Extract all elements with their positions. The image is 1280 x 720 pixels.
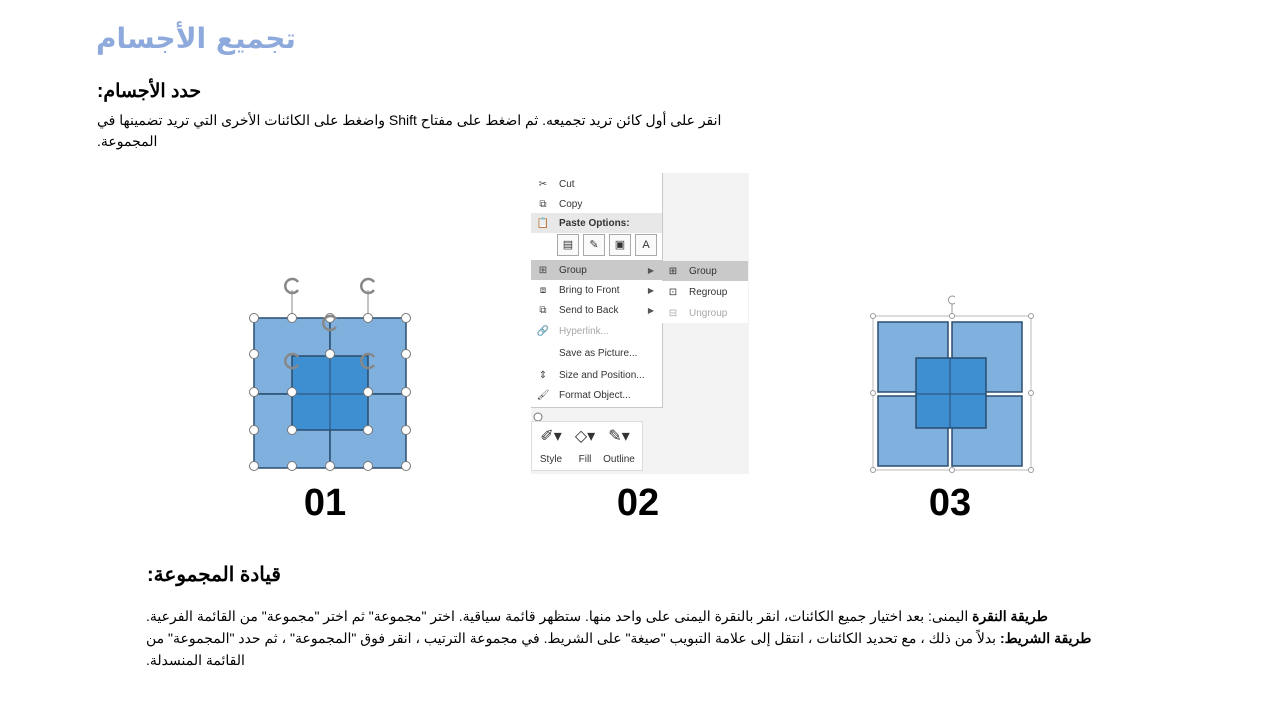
menu-item-send-to-back[interactable]	[531, 300, 662, 320]
step-number-3: 03	[928, 482, 972, 524]
submenu-item-label: Group	[689, 265, 717, 277]
step3-grouped-shapes-image	[864, 292, 1040, 474]
paste-icon: 📋	[536, 217, 550, 229]
chevron-right-icon: ▶	[647, 305, 654, 315]
menu-item-label: Cut	[559, 178, 575, 190]
outline-button[interactable]	[602, 426, 636, 465]
menu-item-group[interactable]	[531, 260, 662, 280]
section-heading-group-command: قيادة المجموعة:	[147, 564, 281, 586]
group-command-instructions	[146, 605, 1106, 671]
step-number-2: 02	[616, 482, 660, 524]
fill-button[interactable]	[568, 426, 602, 465]
ribbon-label: Style	[539, 454, 563, 465]
menu-item-bring-to-front[interactable]	[531, 280, 662, 300]
ribbon-label: Fill	[578, 454, 592, 465]
menu-item-label: Copy	[559, 198, 583, 210]
menu-item-label: Hyperlink...	[559, 325, 610, 337]
step-number-1: 01	[303, 482, 347, 524]
ungroup-icon: ⊟	[668, 307, 678, 319]
right-click-method	[146, 605, 1106, 627]
submenu-item-label: Ungroup	[689, 307, 728, 319]
right-click-method-text: اليمنى: بعد اختيار جميع الكائنات، انقر بالنقرة اليمنى على واحد منها. ستظهر قائمة سياقية. اختر "مجموعة" ثم اختر "مجموعة" من القائمة الفرعية.	[146, 608, 973, 624]
format-object-icon: 🖌	[536, 389, 550, 401]
menu-item-label: Send to Back	[559, 304, 619, 316]
copy-icon: ⧉	[539, 198, 547, 210]
select-instructions: انقر على أول كائن تريد تجميعه. ثم اضغط على مفتاح Shift واضغط على الكائنات الأخرى التي تريد تضمينها في المجموعة.	[97, 112, 722, 149]
menu-item-label: Save as Picture...	[559, 347, 638, 359]
chevron-right-icon: ▶	[647, 265, 654, 275]
paste-picture-icon[interactable]: ▣	[609, 234, 631, 256]
ribbon-method-text: بدلاً من ذلك ، مع تحديد الكائنات ، انتقل إلى علامة التبويب "صيغة" على الشريط. في مجموعة الترتيب ، انقر فوق "المجموعة" ، ثم حدد "المجموعة" من القائمة المنسدلة.	[146, 630, 1000, 668]
right-click-method-title: طريقة النقرة	[972, 608, 1048, 624]
submenu-item-ungroup	[662, 303, 748, 323]
menu-item-size-and-position[interactable]	[531, 365, 662, 385]
ribbon-method	[146, 627, 1106, 671]
hyperlink-icon: 🔗	[536, 325, 550, 337]
menu-item-label: Size and Position...	[559, 369, 645, 381]
menu-item-cut[interactable]	[531, 174, 662, 194]
submenu-item-regroup[interactable]	[662, 282, 748, 302]
group-icon: ⊞	[668, 265, 678, 277]
menu-item-format-object[interactable]	[531, 385, 662, 405]
menu-item-label: Format Object...	[559, 389, 631, 401]
paste-format-icon[interactable]: ✎	[583, 234, 605, 256]
menu-item-paste-options	[531, 213, 662, 233]
blank-icon	[535, 345, 551, 361]
group-icon: ⊞	[538, 264, 548, 276]
bring-to-front-icon: ⧈	[539, 284, 547, 296]
mini-toolbar	[531, 421, 643, 471]
menu-item-label: Bring to Front	[559, 284, 620, 296]
scissors-icon: ✂	[538, 178, 548, 190]
fill-bucket-icon: ◇▾	[574, 428, 596, 445]
context-menu	[531, 173, 663, 408]
style-button[interactable]	[534, 426, 568, 465]
section-heading-select: حدد الأجسام:	[97, 81, 202, 102]
size-position-icon: ⇕	[538, 369, 548, 381]
send-to-back-icon: ⧉	[539, 304, 547, 316]
menu-item-label: Group	[559, 264, 587, 276]
submenu-item-label: Regroup	[689, 286, 728, 298]
menu-item-label: Paste Options:	[559, 217, 630, 229]
page-title: تجميع الأجسام	[96, 22, 296, 55]
menu-item-save-as-picture[interactable]	[531, 343, 662, 363]
step1-selected-shapes-image	[240, 268, 420, 478]
regroup-icon: ⊡	[668, 286, 678, 298]
menu-item-copy[interactable]	[531, 194, 662, 214]
paste-options-row	[557, 234, 657, 256]
chevron-right-icon: ▶	[647, 285, 654, 295]
style-icon: ✐▾	[540, 428, 562, 445]
paste-keep-source-icon[interactable]: ▤	[557, 234, 579, 256]
outline-pen-icon: ✎▾	[608, 428, 630, 445]
ribbon-method-title: طريقة الشريط:	[999, 630, 1092, 646]
submenu-item-group[interactable]	[662, 261, 748, 281]
ribbon-label: Outline	[603, 454, 635, 465]
menu-item-hyperlink	[531, 321, 662, 341]
paste-text-only-icon[interactable]: A	[635, 234, 657, 256]
group-submenu	[662, 261, 748, 323]
